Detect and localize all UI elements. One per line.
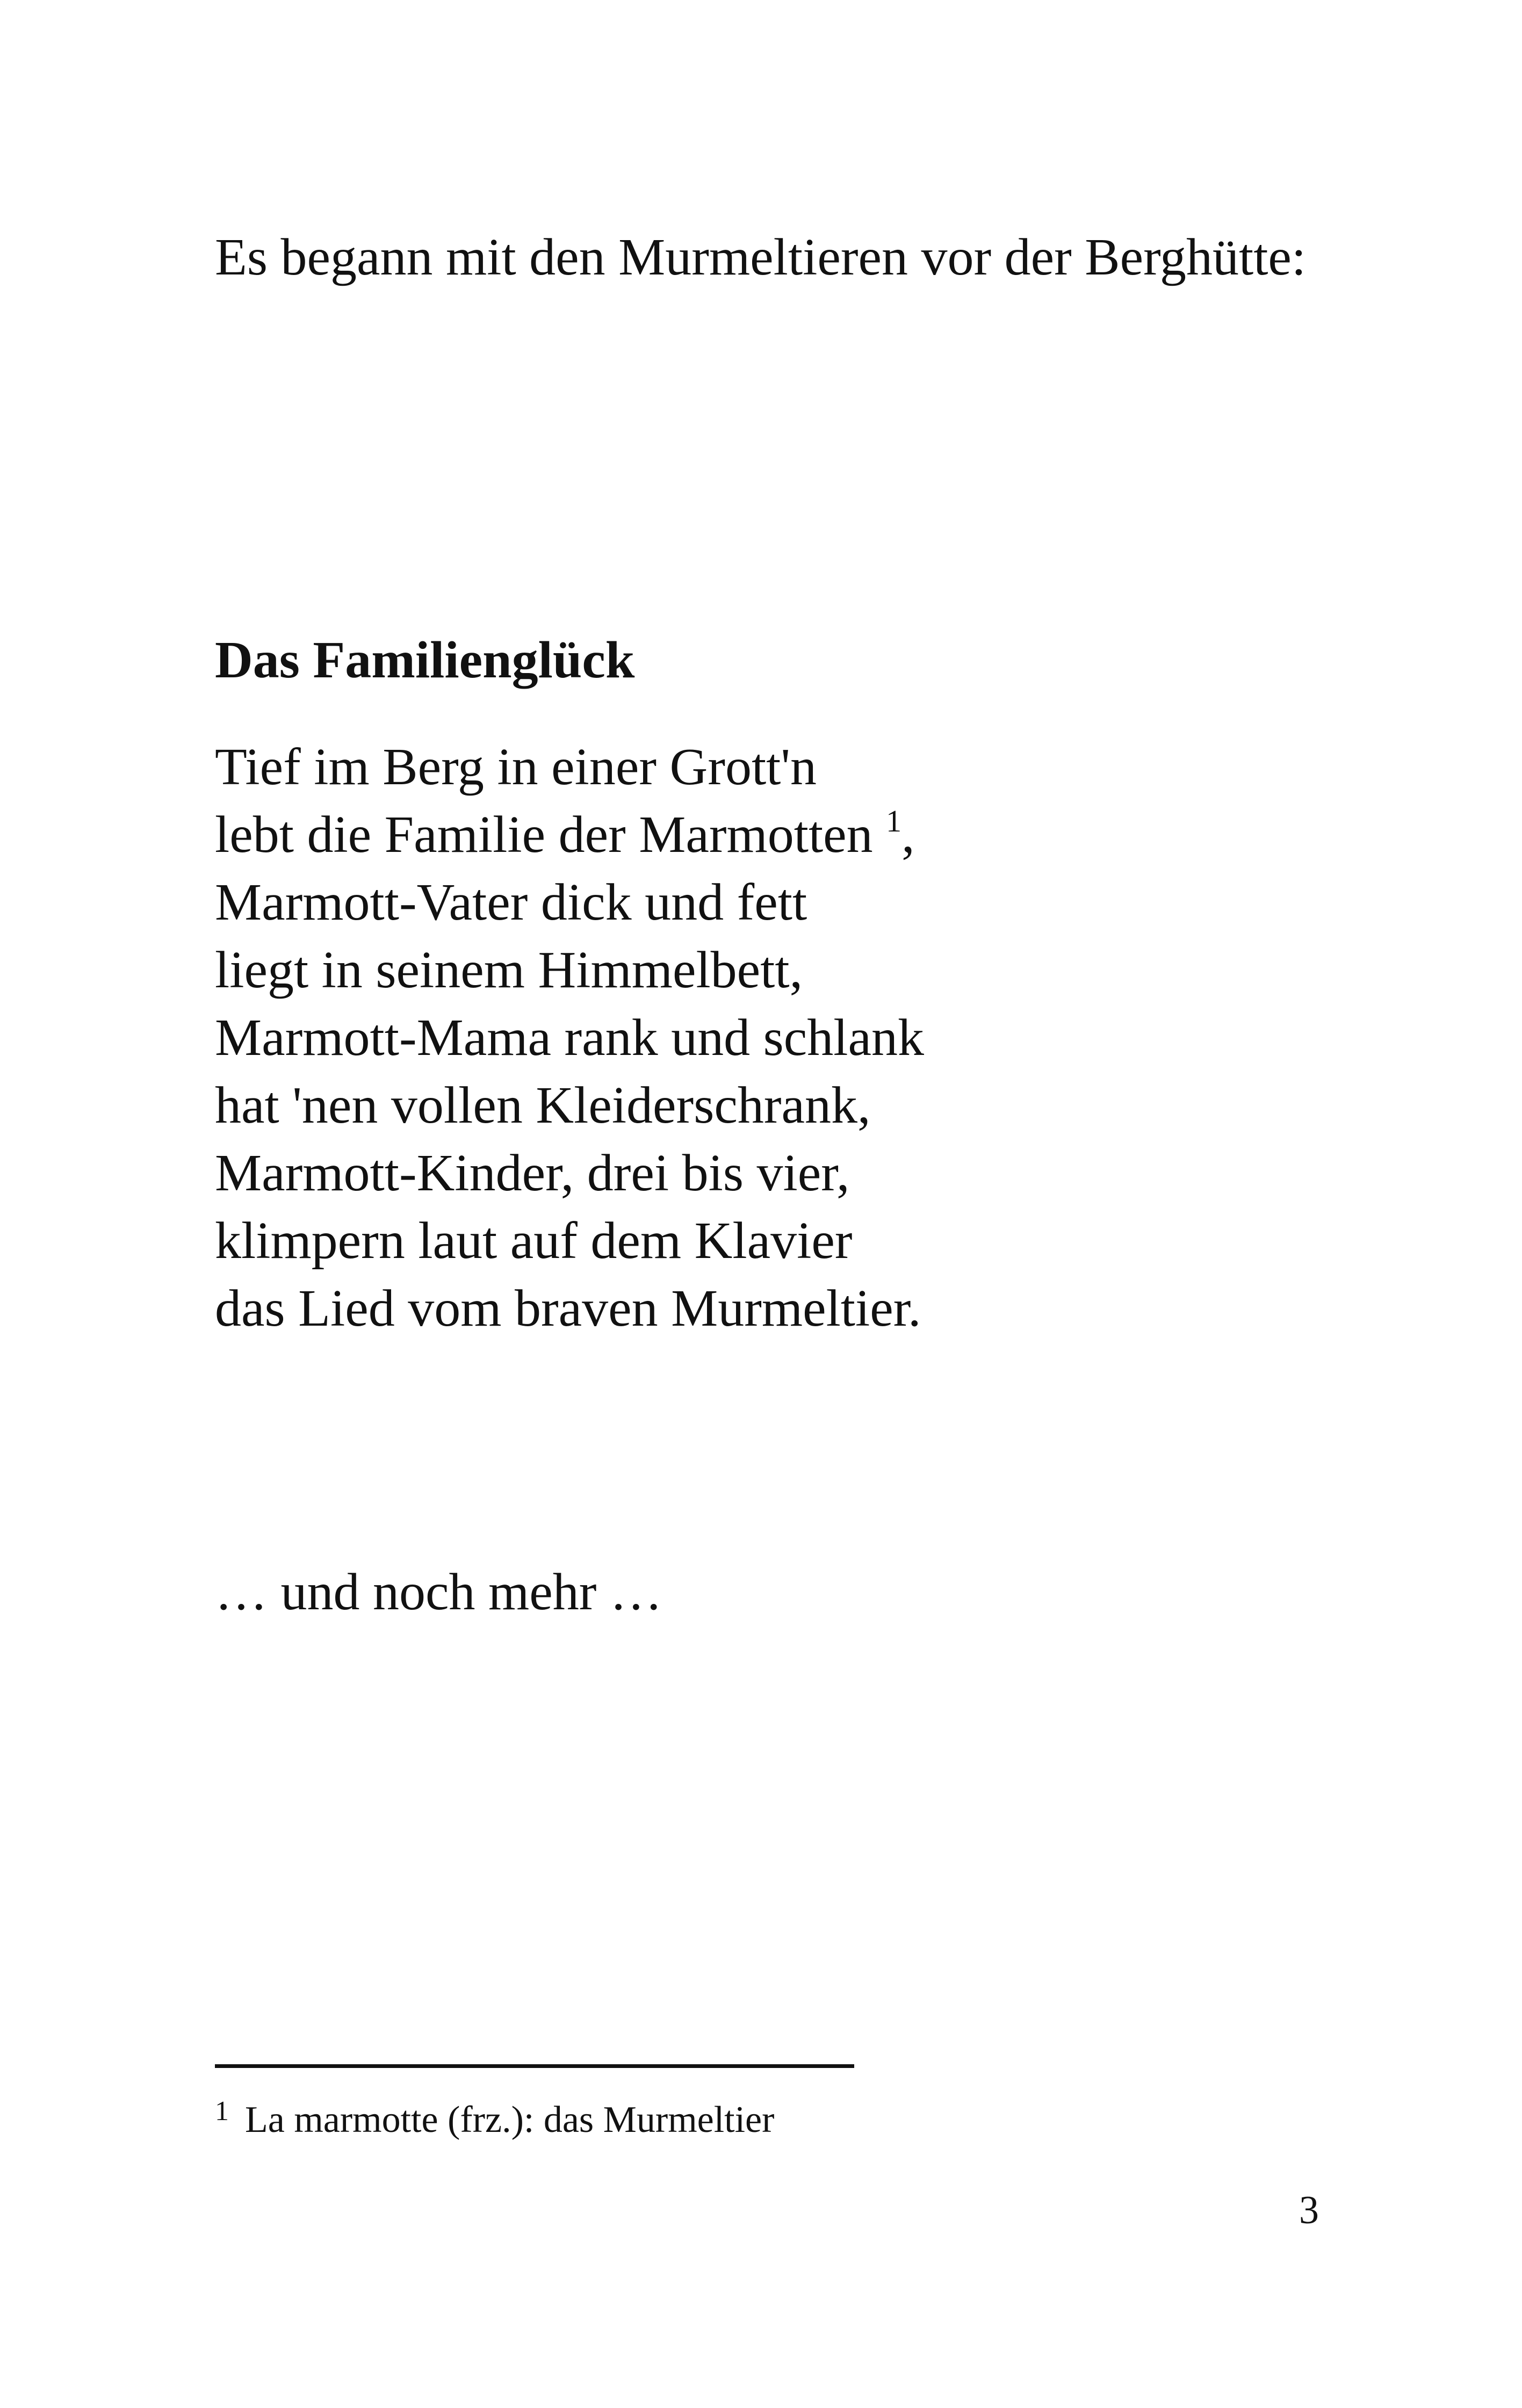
poem-line: lebt die Familie der Marmotten [215,806,873,864]
footnote-reference[interactable]: 1 [886,804,902,838]
poem-line: Marmott-Mama rank und schlank [215,1009,924,1067]
intro-text: Es begann mit den Murmeltieren vor der Berghütte: [215,228,1307,286]
poem-line: liegt in seinem Himmelbett, [215,941,803,999]
poem-title: Das Familienglück [215,631,635,689]
poem-line: Tief im Berg in einer Grott'n [215,738,817,796]
poem-line: hat 'nen vollen Kleiderschrank, [215,1076,871,1134]
continuation-text: … und noch mehr … [215,1563,662,1621]
poem-line-punctuation: , [901,806,915,864]
footnote-number: 1 [215,2096,229,2127]
footnote-text: La marmotte (frz.): das Murmeltier [245,2099,775,2141]
poem-line: Marmott-Vater dick und fett [215,873,807,931]
poem-line: das Lied vom braven Murmeltier. [215,1279,921,1337]
poem-line: Marmott-Kinder, drei bis vier, [215,1144,850,1202]
poem-line-with-footnote [215,801,924,869]
page-number: 3 [1299,2188,1319,2232]
poem-body [215,733,924,1342]
footnote-divider [215,2064,854,2068]
poem-line: klimpern laut auf dem Klavier [215,1212,853,1270]
footnote [215,2098,774,2139]
